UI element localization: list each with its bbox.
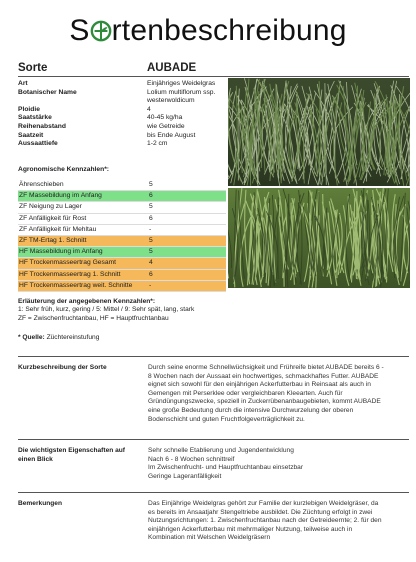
agro-row-value: 5: [149, 203, 153, 211]
header-divider: [18, 76, 409, 77]
section-label: Kurzbeschreibung der Sorte: [18, 364, 107, 371]
info-row-saatzeit: Saatzeit bis Ende August: [18, 131, 196, 139]
agro-row-label: HF Trockenmasseertrag 1. Schnitt: [19, 270, 121, 278]
page-title: [0, 14, 416, 48]
source-label: * Quelle:: [18, 334, 45, 341]
variety-info-table: [18, 80, 228, 149]
source-note: [18, 334, 99, 341]
section-text: Durch seine enorme Schnellwüchsigkeit und Frühreife bietet AUBADE bereits 6 - 8 Wochen nach der Aussaat ein hochwertiges, schmackhaftes Futter. AUBADE eignet sich sowohl für den einjährigen Ackerfutterbau in Reinsaat als auch in Gemengen mit Perserklee oder vergleichbaren Kleearten. Auch für Gründüngungszwecke, speziell in Zuckerrübenanbaugebieten, kommt AUBADE eine große Bedeutung durch die intensive Durchwurzelung der oberen Bodenschicht und guten Fruchtfolgeverträglichkeit zu.: [148, 364, 384, 423]
info-row-ploidie: Ploidie 4: [18, 105, 151, 113]
divider-3: [18, 492, 409, 493]
info-row-aussaattiefe: Aussaattiefe 1-2 cm: [18, 140, 168, 148]
agro-row: [18, 180, 226, 191]
agro-row-label: ZF Neigung zu Lager: [19, 203, 82, 211]
info-row-saatstaerke: Saatstärke 40-45 kg/ha: [18, 114, 183, 122]
agro-row-label: ZF TM-Ertag 1. Schnitt: [19, 236, 87, 244]
agro-row-label: ZF Massebildung im Anfang: [19, 192, 102, 200]
agro-row-value: 5: [149, 181, 153, 188]
section-text: Das Einjährige Weidelgras gehört zur Familie der kurzlebigen Weidelgräser, da es bereits im Ansaatjahr Stengeltriebe ausbildet. Die Züchtung erfolgt in zwei Nutzungsrichtungen: 1. Zwischenfruchtanbau nach der Getreideernte; 2. für den einjährigen Ackerfutterbau mit mehrmaliger Nutzung, teilweise auch in Kombination mit Welschen Weidelgräsern: [148, 500, 382, 542]
agro-row-value: 6: [149, 214, 153, 222]
section-eigenschaften: [18, 447, 409, 487]
section-label: Die wichtigsten Eigenschaften auf einen Blick: [18, 447, 125, 463]
sorte-row: [18, 62, 197, 74]
info-row-botanischer-name: Botanischer Name Lolium multiflorum ssp. westerwoldicum: [18, 88, 216, 105]
section-bemerkungen: [18, 500, 409, 550]
agro-row-label: Ährenschieben: [19, 181, 64, 188]
divider-2: [18, 439, 409, 440]
grass-photo-bottom: [228, 188, 410, 288]
info-row-reihenabstand: Reihenabstand wie Getreide: [18, 122, 185, 130]
agro-row: [18, 225, 226, 236]
agro-row: [18, 236, 226, 247]
explanation-line-2: ZF = Zwischenfruchtanbau, HF = Hauptfruchtanbau: [18, 314, 169, 322]
title-text-end: rtenbeschreibung: [111, 14, 347, 47]
explanation-line-1: 1: Sehr früh, kurz, gering / 5: Mittel / 9: Sehr spät, lang, stark: [18, 306, 195, 314]
sorte-label: Sorte: [18, 62, 48, 74]
agro-row: [18, 281, 226, 292]
agro-row-value: 6: [149, 192, 153, 200]
agro-row-label: ZF Anfälligkeit für Mehltau: [19, 225, 97, 233]
agro-row-value: 6: [149, 270, 153, 278]
agro-row: [18, 258, 226, 269]
sorte-value: AUBADE: [147, 62, 197, 74]
agro-row-label: HF Trockenmasseertrag weit. Schnitte: [19, 281, 133, 289]
info-row-art: Art Einjähriges Weidelgras: [18, 80, 216, 87]
title-text-start: S: [69, 14, 90, 47]
agro-row-value: -: [149, 225, 152, 233]
agro-row: [18, 270, 226, 281]
agro-row: [18, 214, 226, 225]
agro-row-value: 5: [149, 236, 153, 244]
section-kurzbeschreibung: [18, 364, 409, 434]
agro-row: [18, 202, 226, 213]
source-value: Züchtereinstufung: [46, 334, 100, 341]
section-text: Sehr schnelle Etablierung und Jugendentwicklung Nach 6 - 8 Wochen schnittreif Im Zwischenfrucht- und Hauptfruchtanbau einsetzbar Geringe Lageranfälligkeit: [148, 447, 304, 480]
agro-row-value: 4: [149, 259, 153, 267]
agro-row-label: ZF Anfälligkeit für Rost: [19, 214, 87, 222]
agro-table: [18, 180, 226, 292]
explanation-title: Erläuterung der angegebenen Kennzahlen*:: [18, 298, 156, 305]
agro-row-label: HF Massebildung im Anfang: [19, 248, 103, 256]
divider-1: [18, 356, 409, 357]
grass-photo-top: [228, 78, 410, 186]
agro-row: [18, 191, 226, 202]
agro-title: Agronomische Kennzahlen*:: [18, 166, 110, 173]
agro-row-value: 5: [149, 248, 153, 256]
agro-row-label: HF Trockenmasseertrag Gesamt: [19, 259, 116, 267]
agro-row-value: -: [149, 281, 152, 289]
agro-row: [18, 247, 226, 258]
grass-seed-logo-icon: [90, 20, 112, 42]
section-label: Bemerkungen: [18, 500, 62, 507]
explanation-block: [18, 298, 194, 323]
